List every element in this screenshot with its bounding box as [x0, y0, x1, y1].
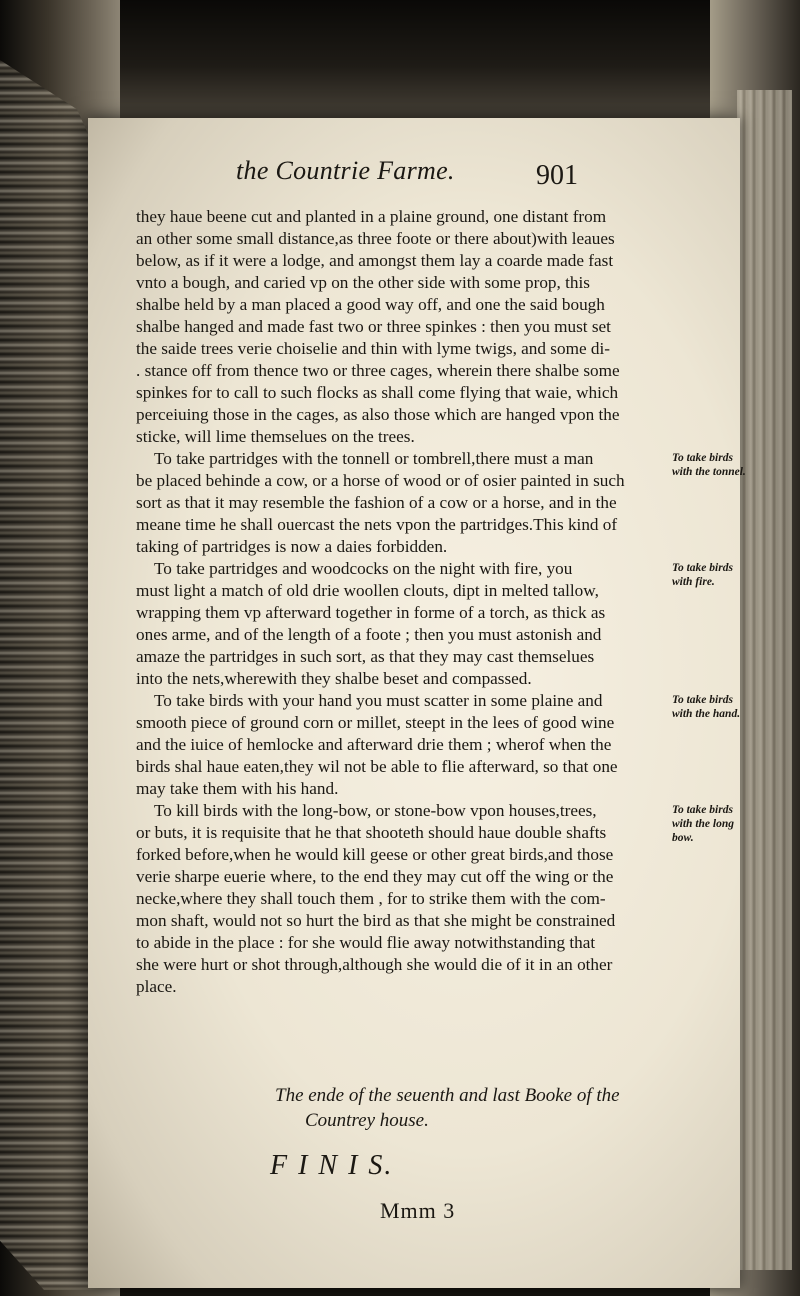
text-line: they haue beene cut and planted in a plaine ground, one distant from: [136, 207, 607, 226]
margin-note: with the long: [672, 818, 734, 830]
text-line: taking of partridges is now a daies forbidden.: [136, 537, 448, 556]
page-number: 901: [536, 160, 578, 191]
text-line: birds shal haue eaten,they wil not be able to flie afterward, so that one: [136, 757, 618, 776]
text-line: an other some small distance,as three foote or there about)with leaues: [136, 229, 615, 248]
text-line: be placed behinde a cow, or a horse of wood or of osier painted in such: [136, 471, 625, 490]
text-line: shalbe hanged and made fast two or three spinkes : then you must set: [136, 317, 611, 336]
text-line: place.: [136, 977, 177, 996]
text-line: below, as if it were a lodge, and amongst them lay a coarde made fast: [136, 251, 614, 270]
running-head: the Countrie Farme.: [236, 156, 455, 185]
margin-note: To take birds: [672, 804, 733, 816]
margin-note: bow.: [672, 832, 694, 844]
text-line: To kill birds with the long-bow, or stone-bow vpon houses,trees,: [154, 801, 597, 820]
text-line: must light a match of old drie woollen clouts, dipt in melted tallow,: [136, 581, 599, 600]
text-line: sticke, will lime themselues on the trees.: [136, 427, 415, 446]
page-header: [88, 156, 740, 196]
colophon-line: Countrey house.: [305, 1110, 429, 1131]
text-line: and the iuice of hemlocke and afterward drie them ; wherof when the: [136, 735, 612, 754]
text-line: amaze the partridges in such sort, as that they may cast themselues: [136, 647, 595, 666]
text-line: smooth piece of ground corn or millet, steept in the lees of good wine: [136, 713, 615, 732]
text-line: the saide trees verie choiselie and thin with lyme twigs, and some di-: [136, 339, 610, 358]
signature-mark: Mmm 3: [380, 1198, 456, 1223]
text-line: necke,where they shall touch them , for to strike them with the com-: [136, 889, 606, 908]
text-line: to abide in the place : for she would flie away notwithstanding that: [136, 933, 596, 952]
text-line: into the nets,wherewith they shalbe beset and compassed.: [136, 669, 532, 688]
text-line: spinkes for to call to such flocks as shall come flying that waie, which: [136, 383, 619, 402]
text-line: perceiuing those in the cages, as also those which are hanged vpon the: [136, 405, 620, 424]
page-edges-right: [737, 90, 792, 1270]
margin-note: To take birds: [672, 452, 733, 464]
text-line: ones arme, and of the length of a foote ; then you must astonish and: [136, 625, 602, 644]
text-line: sort as that it may resemble the fashion of a cow or a horse, and in the: [136, 493, 617, 512]
text-line: wrapping them vp afterward together in forme of a torch, as thick as: [136, 603, 606, 622]
margin-note: with the hand.: [672, 708, 741, 720]
text-line: may take them with his hand.: [136, 779, 339, 798]
text-line: To take birds with your hand you must scatter in some plaine and: [154, 691, 603, 710]
margin-note: with fire.: [672, 576, 715, 588]
text-line: vnto a bough, and caried vp on the other side with some prop, this: [136, 273, 590, 292]
margin-note: To take birds: [672, 562, 733, 574]
text-line: shalbe held by a man placed a good way off, and one the said bough: [136, 295, 605, 314]
text-line: mon shaft, would not so hurt the bird as that she might be constrained: [136, 911, 616, 930]
margin-note: with the tonnel.: [672, 466, 746, 478]
finis: F I N I S.: [270, 1150, 394, 1181]
text-line: or buts, it is requisite that he that shooteth should haue double shafts: [136, 823, 607, 842]
colophon-line: The ende of the seuenth and last Booke of the: [275, 1085, 620, 1106]
text-line: . stance off from thence two or three cages, wherein there shalbe some: [136, 361, 620, 380]
margin-note: To take birds: [672, 694, 733, 706]
text-line: verie sharpe euerie where, to the end they may cut off the wing or the: [136, 867, 614, 886]
text-line: she were hurt or shot through,although she would die of it in an other: [136, 955, 613, 974]
text-line: To take partridges and woodcocks on the night with fire, you: [154, 559, 573, 578]
text-line: meane time he shall ouercast the nets vpon the partridges.This kind of: [136, 515, 618, 534]
text-line: To take partridges with the tonnell or tombrell,there must a man: [154, 449, 594, 468]
scan-background-top: [0, 0, 800, 120]
text-line: forked before,when he would kill geese or other great birds,and those: [136, 845, 614, 864]
